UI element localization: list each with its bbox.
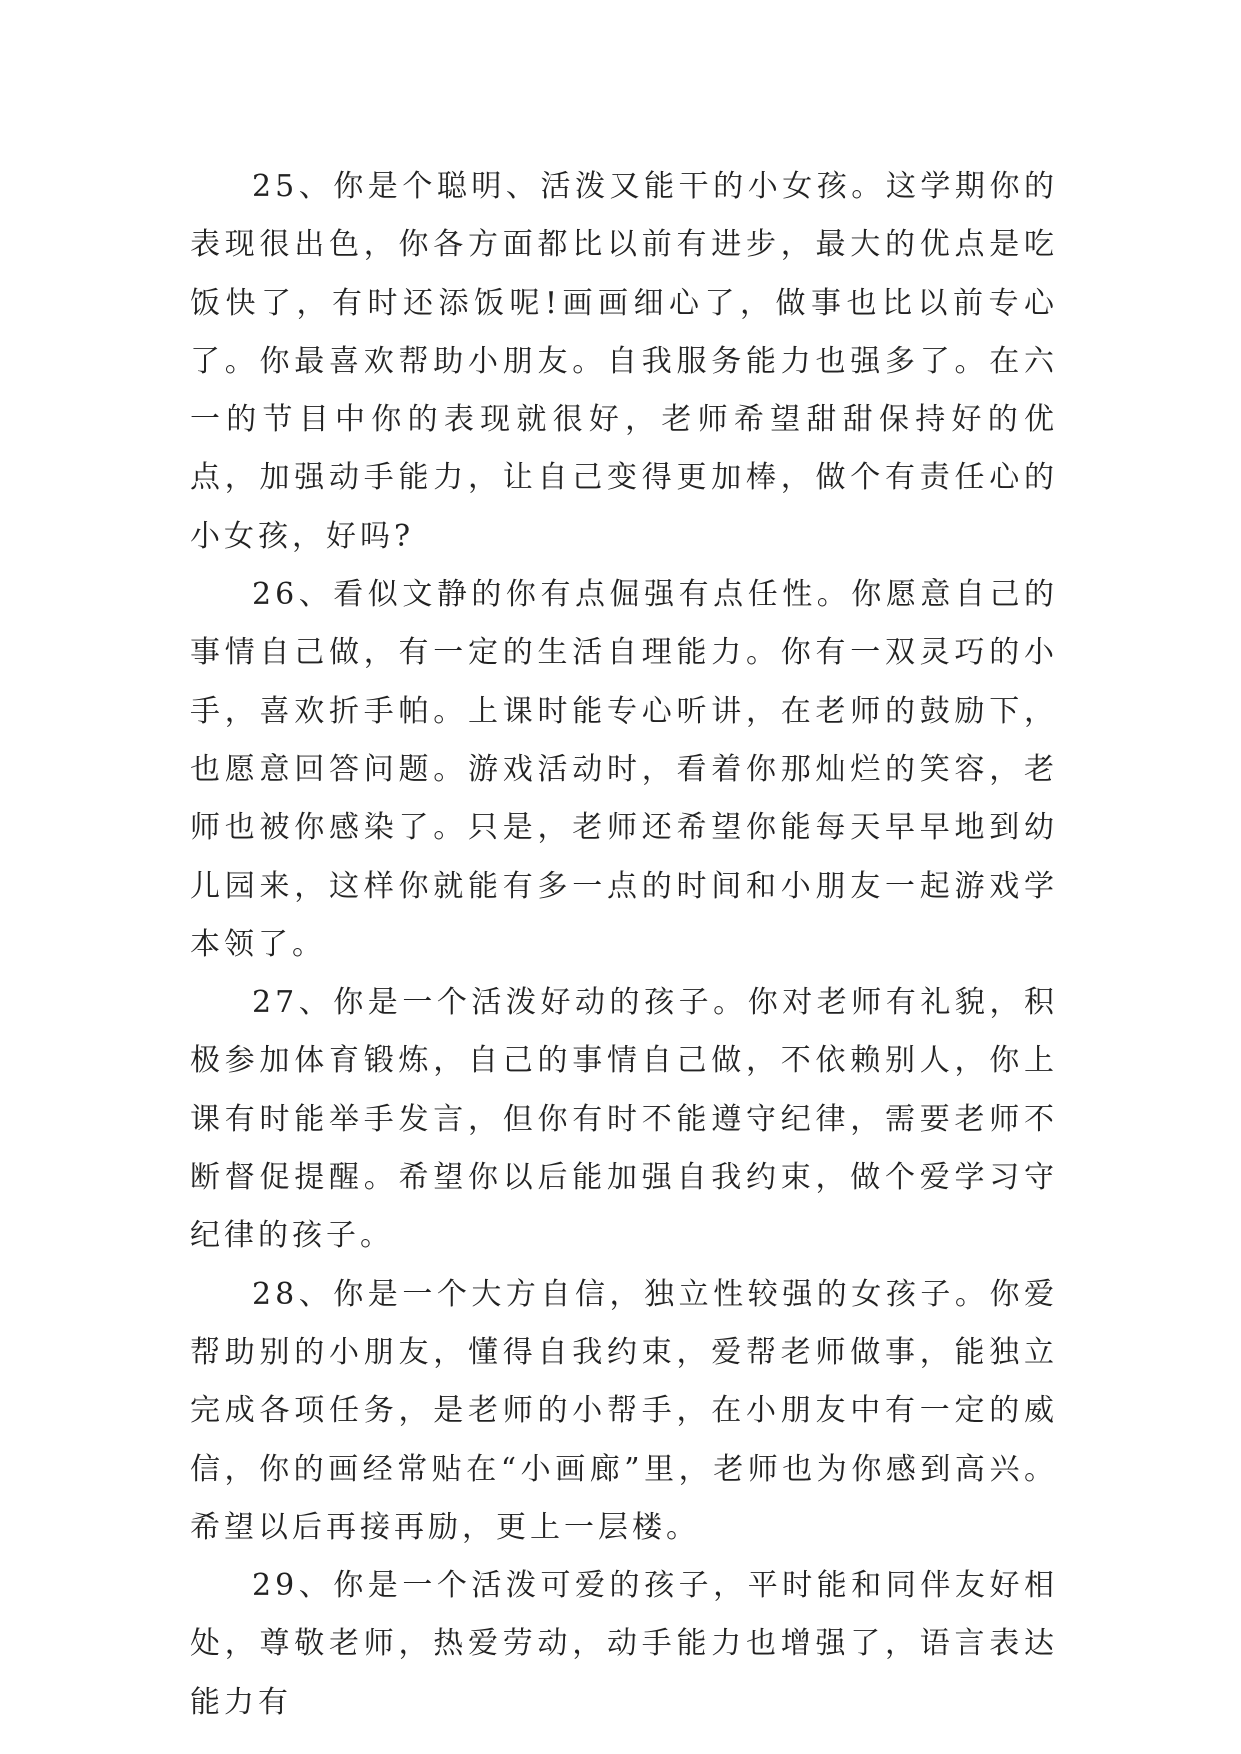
paragraph-27: 27、你是一个活泼好动的孩子。你对老师有礼貌，积极参加体育锻炼，自己的事情自己做，不依赖别人，你上课有时能举手发言，但你有时不能遵守纪律，需要老师不断督促提醒。希望你以后能加强自我约束，做个爱学习守纪律的孩子。 [190,985,1058,1254]
paragraph-25: 25、你是个聪明、活泼又能干的小女孩。这学期你的表现很出色，你各方面都比以前有进步，最大的优点是吃饭快了，有时还添饭呢!画画细心了，做事也比以前专心了。你最喜欢帮助小朋友。自我服务能力也强多了。在六一的节目中你的表现就很好，老师希望甜甜保持好的优点，加强动手能力，让自己变得更加棒，做个有责任心的小女孩，好吗? [190,169,1058,554]
paragraph-28: 28、你是一个大方自信，独立性较强的女孩子。你爱帮助别的小朋友，懂得自我约束，爱帮老师做事，能独立完成各项任务，是老师的小帮手，在小朋友中有一定的威信，你的画经常贴在“小画廊”里，老师也为你感到高兴。希望以后再接再励，更上一层楼。 [190,1276,1058,1545]
paragraph-26: 26、看似文静的你有点倔强有点任性。你愿意自己的事情自己做，有一定的生活自理能力。你有一双灵巧的小手，喜欢折手帕。上课时能专心听讲，在老师的鼓励下，也愿意回答问题。游戏活动时，看着你那灿烂的笑容，老师也被你感染了。只是，老师还希望你能每天早早地到幼儿园来，这样你就能有多一点的时间和小朋友一起游戏学本领了。 [190,577,1058,962]
paragraph-29: 29、你是一个活泼可爱的孩子，平时能和同伴友好相处，尊敬老师，热爱劳动，动手能力也增强了，语言表达能力有 [190,1568,1058,1720]
document-body [190,158,1058,1732]
